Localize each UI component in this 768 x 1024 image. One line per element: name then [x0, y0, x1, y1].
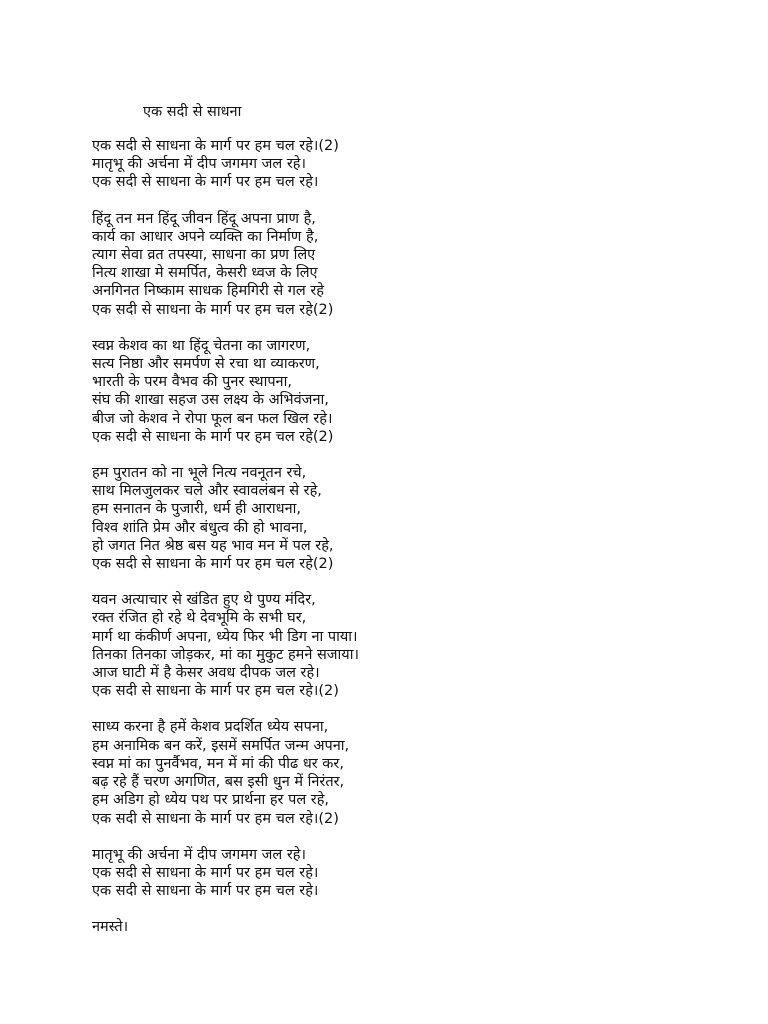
poem-line: अनगिनत निष्काम साधक हिमगिरी से गल रहे	[92, 283, 324, 300]
poem-line: एक सदी से साधना के मार्ग पर हम चल रहे।	[92, 864, 319, 881]
poem-line: एक सदी से साधना के मार्ग पर हम चल रहे।(2)	[92, 810, 339, 827]
poem-line: रक्त रंजित हो रहे थे देवभूमि के सभी घर,	[92, 610, 307, 627]
poem-line: त्याग सेवा व्रत तपस्या, साधना का प्रण लिए	[92, 247, 316, 264]
poem-line: हिंदू तन मन हिंदू जीवन हिंदू अपना प्राण है,	[92, 210, 316, 227]
poem-line: हम पुरातन को ना भूले नित्य नवनूतन रचे,	[92, 465, 307, 482]
poem-line: हम सनातन के पुजारी, धर्म ही आराधना,	[92, 501, 302, 518]
poem-line: स्वप्न मां का पुनर्वैभव, मन में मां की पीढ धर कर,	[92, 755, 344, 772]
stanza	[92, 464, 732, 573]
poem-line: स्वप्न केशव का था हिंदू चेतना का जागरण,	[92, 337, 311, 354]
stanza	[92, 718, 732, 827]
stanza	[92, 210, 732, 319]
poem-line: एक सदी से साधना के मार्ग पर हम चल रहे।	[92, 883, 319, 900]
poem-line: नित्य शाखा मे समर्पित, केसरी ध्वज के लिए	[92, 265, 318, 282]
poem-line: मार्ग था कंकीर्ण अपना, ध्येय फिर भी डिग ना पाया।	[92, 628, 358, 645]
poem-line: यवन अत्याचार से खंडित हुए थे पुण्य मंदिर,	[92, 592, 316, 609]
poem-line: एक सदी से साधना के मार्ग पर हम चल रहे(2)	[92, 428, 334, 445]
poem-line: सत्य निष्ठा और समर्पण से रचा था व्याकरण,	[92, 356, 320, 373]
poem-line: हम अनामिक बन करें, इसमें समर्पित जन्म अपना,	[92, 737, 350, 754]
poem-line: हो जगत नित श्रेष्ठ बस यह भाव मन में पल रहे,	[92, 537, 334, 554]
poem-line: एक सदी से साधना के मार्ग पर हम चल रहे।	[92, 174, 319, 191]
poem-body	[92, 137, 732, 955]
poem-line: एक सदी से साधना के मार्ग पर हम चल रहे।(2)	[92, 138, 339, 154]
poem-line: मातृभू की अर्चना में दीप जगमग जल रहे।	[92, 156, 306, 173]
poem-line: तिनका तिनका जोड़कर, मां का मुकुट हमने सजाया।	[92, 646, 359, 663]
poem-line: साथ मिलजुलकर चले और स्वावलंबन से रहे,	[92, 483, 322, 500]
poem-line: बढ़ रहे हैं चरण अगणित, बस इसी धुन में निरंतर,	[92, 774, 345, 791]
stanza	[92, 337, 732, 446]
poem-line: संघ की शाखा सहज उस लक्ष्य के अभिवंजना,	[92, 392, 329, 409]
poem-line: एक सदी से साधना के मार्ग पर हम चल रहे(2)	[92, 556, 334, 573]
poem-line: नमस्ते।	[92, 919, 129, 936]
poem-line: कार्य का आधार अपने व्यक्ति का निर्माण है,	[92, 228, 319, 245]
poem-title: एक सदी से साधना	[143, 104, 242, 120]
poem-line: आज घाटी में है केसर अवध दीपक जल रहे।	[92, 665, 320, 682]
poem-line: एक सदी से साधना के मार्ग पर हम चल रहे(2)	[92, 301, 334, 318]
poem-line: एक सदी से साधना के मार्ग पर हम चल रहे।(2)	[92, 683, 339, 700]
stanza	[92, 918, 732, 936]
poem-line: भारती के परम वैभव की पुनर स्थापना,	[92, 374, 292, 391]
poem-line: हम अडिग हो ध्येय पथ पर प्रार्थना हर पल रहे,	[92, 792, 330, 809]
poem-line: साध्य करना है हमें केशव प्रदर्शित ध्येय सपना,	[92, 719, 329, 736]
stanza	[92, 591, 732, 700]
poem-line: मातृभू की अर्चना में दीप जगमग जल रहे।	[92, 846, 306, 863]
poem-line: बीज जो केशव ने रोपा फूल बन फल खिल रहे।	[92, 410, 333, 427]
stanza	[92, 846, 732, 901]
stanza	[92, 137, 732, 192]
poem-line: विश्व शांति प्रेम और बंधुत्व की हो भावना,	[92, 519, 308, 536]
